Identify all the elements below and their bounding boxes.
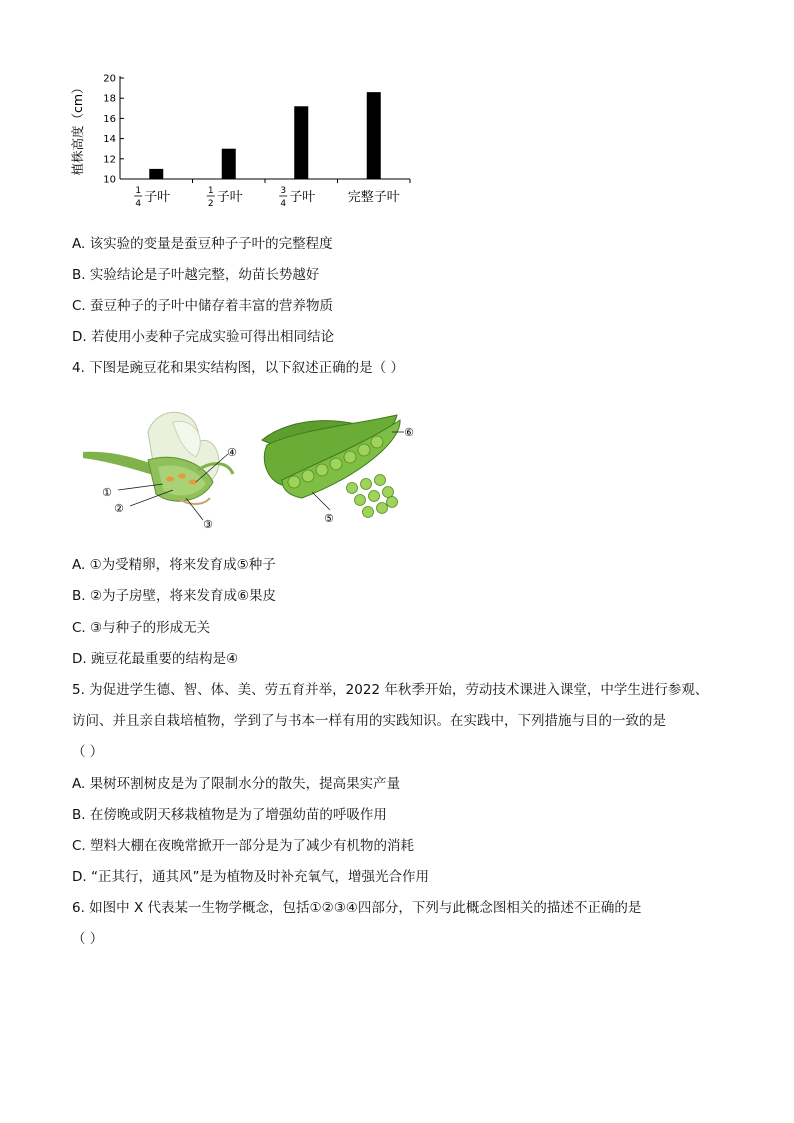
pea-seed <box>330 458 342 470</box>
pea-seed <box>383 487 394 498</box>
pod-label-6: ⑥ <box>404 426 414 439</box>
y-tick-label: 20 <box>103 73 116 85</box>
q4-option-c: C. ③与种子的形成无关 <box>72 620 211 636</box>
bar <box>294 106 308 179</box>
pea-seed <box>387 497 398 508</box>
pea-pod-illustration <box>252 410 432 530</box>
pea-seed <box>347 483 358 494</box>
q5-stem-line2: 访问、并且亲自栽培植物，学到了与书本一样有用的实践知识。在实践中，下列措施与目的一致的是 <box>72 713 666 729</box>
pea-seed <box>344 451 356 463</box>
q3-option-b: B. 实验结论是子叶越完整，幼苗长势越好 <box>72 267 320 283</box>
q3-option-c: C. 蚕豆种子的子叶中储存着丰富的营养物质 <box>72 298 334 314</box>
x-tick-label: 子叶 <box>144 190 171 205</box>
x-tick-fraction-denominator: 4 <box>280 199 287 209</box>
pea-seed <box>361 479 372 490</box>
pea-seed <box>288 476 300 488</box>
plant-height-bar-chart <box>60 66 420 216</box>
pea-seed <box>375 475 386 486</box>
y-tick-label: 12 <box>103 154 116 166</box>
q4-option-b: B. ②为子房壁，将来发育成⑥果皮 <box>72 588 277 604</box>
q4-option-d: D. 豌豆花最重要的结构是④ <box>72 651 239 667</box>
bar <box>367 92 381 179</box>
x-tick-label: 完整子叶 <box>347 190 400 205</box>
x-tick-fraction-numerator: 3 <box>280 186 287 196</box>
x-tick-fraction-numerator: 1 <box>135 186 142 196</box>
q5-stem-line1: 5. 为促进学生德、智、体、美、劳五育并举，2022 年秋季开始，劳动技术课进入课堂，中学生进行参观、 <box>72 682 709 698</box>
q5-option-a: A. 果树环割树皮是为了限制水分的散失，提高果实产量 <box>72 776 401 792</box>
y-tick-label: 18 <box>103 93 116 105</box>
y-tick-label: 14 <box>103 134 116 146</box>
x-tick-label: 子叶 <box>289 190 316 205</box>
q3-option-a: A. 该实验的变量是蚕豆种子子叶的完整程度 <box>72 236 333 252</box>
bar <box>222 149 236 179</box>
bar <box>149 169 163 179</box>
q6-stem: 6. 如图中 X 代表某一生物学概念，包括①②③④四部分，下列与此概念图相关的描述不正确的是 <box>72 900 642 916</box>
pea-seed <box>316 464 328 476</box>
pea-seed <box>371 436 383 448</box>
x-tick-fraction-denominator: 2 <box>207 199 214 209</box>
q3-option-d: D. 若使用小麦种子完成实验可得出相同结论 <box>72 329 334 345</box>
q5-answer-blank: （ ） <box>72 744 104 760</box>
x-tick-fraction-numerator: 1 <box>207 186 214 196</box>
flower-label-2: ② <box>114 502 124 515</box>
q6-answer-blank: （ ） <box>72 931 104 947</box>
pod-label-5: ⑤ <box>324 512 334 525</box>
pea-seed <box>358 444 370 456</box>
pea-seed <box>302 470 314 482</box>
q5-option-b: B. 在傍晚或阴天移栽植物是为了增强幼苗的呼吸作用 <box>72 807 387 823</box>
q4-stem: 4. 下图是豌豆花和果实结构图，以下叙述正确的是（ ） <box>72 360 404 376</box>
x-tick-label: 子叶 <box>216 190 243 205</box>
flower-label-3: ③ <box>203 518 213 531</box>
flower-label-1: ① <box>102 486 112 499</box>
y-axis-label: 植株高度（cm） <box>70 81 85 176</box>
flower-label-4: ④ <box>227 446 237 459</box>
q5-option-c: C. 塑料大棚在夜晚常掀开一部分是为了减少有机物的消耗 <box>72 838 415 854</box>
pea-seed <box>355 495 366 506</box>
pea-seed <box>363 507 374 518</box>
y-tick-label: 16 <box>103 113 116 125</box>
pea-flower-illustration <box>78 402 253 537</box>
q4-option-a: A. ①为受精卵，将来发育成⑤种子 <box>72 557 276 573</box>
x-tick-fraction-denominator: 4 <box>135 199 142 209</box>
q5-option-d: D. “正其行，通其风”是为植物及时补充氧气，增强光合作用 <box>72 869 429 885</box>
pea-seed <box>377 503 388 514</box>
pea-seed <box>369 491 380 502</box>
y-tick-label: 10 <box>103 174 116 186</box>
